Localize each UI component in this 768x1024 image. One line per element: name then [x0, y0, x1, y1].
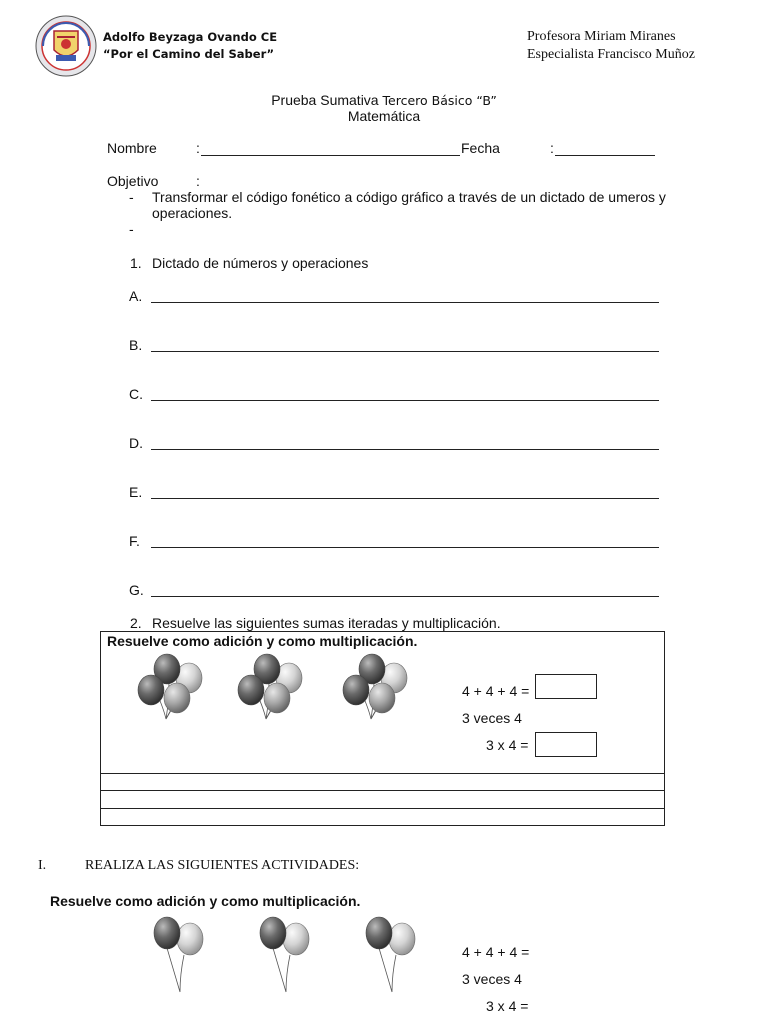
dictation-line-c[interactable] [151, 400, 659, 401]
dictation-label-d: D. [129, 435, 143, 451]
dictation-label-g: G. [129, 582, 144, 598]
dictation-line-d[interactable] [151, 449, 659, 450]
dictation-label-f: F. [129, 533, 140, 549]
multiplication-equation: 3 x 4 = [486, 737, 529, 753]
repeated-description: 3 veces 4 [462, 710, 522, 726]
balloon-bunch-icon [338, 651, 410, 728]
section2-number: 2. [130, 615, 142, 631]
date-input-line[interactable] [555, 155, 655, 156]
activities-subtitle: Resuelve como adición y como multiplicación. [50, 893, 361, 909]
section1-title: Dictado de números y operaciones [152, 255, 369, 271]
dictation-line-b[interactable] [151, 351, 659, 352]
subject-title: Matemática [347, 108, 421, 124]
roman-numeral: I. [38, 858, 47, 873]
answer-row[interactable] [100, 773, 665, 791]
specialist-name: Especialista Francisco Muñoz [527, 47, 695, 62]
dictation-line-a[interactable] [151, 302, 659, 303]
dictation-line-g[interactable] [151, 596, 659, 597]
balloon-pair-icon [254, 912, 316, 999]
answer-row[interactable] [100, 808, 665, 826]
school-name: Adolfo Beyzaga Ovando CE [103, 30, 278, 44]
activities-heading: REALIZA LAS SIGUIENTES ACTIVIDADES: [85, 858, 360, 873]
objective-text-line1: Transformar el código fonético a código gráfico a través de un dictado de umeros y [152, 189, 666, 205]
test-title-grade: Tercero Básico “B” [382, 93, 497, 108]
date-colon: : [550, 140, 554, 156]
objective-label: Objetivo [107, 173, 159, 189]
activity-repeated-description: 3 veces 4 [462, 971, 522, 987]
name-colon: : [196, 140, 200, 156]
activity-addition-equation: 4 + 4 + 4 = [462, 944, 530, 960]
school-crest-icon [35, 15, 97, 77]
balloon-pair-icon [360, 912, 422, 999]
addition-equation: 4 + 4 + 4 = [462, 683, 530, 699]
school-motto: “Por el Camino del Saber” [103, 47, 275, 61]
activity-multiplication-equation: 3 x 4 = [486, 998, 529, 1014]
date-label: Fecha [461, 140, 500, 156]
exercise-box-title: Resuelve como adición y como multiplicación. [107, 633, 418, 649]
section2-title: Resuelve las siguientes sumas iteradas y multiplicación. [152, 615, 501, 631]
test-title-main: Prueba Sumativa [271, 92, 379, 108]
multiplication-answer-box[interactable] [535, 732, 597, 757]
dictation-line-e[interactable] [151, 498, 659, 499]
teacher-name: Profesora Miriam Miranes [527, 29, 676, 44]
objective-bullet-empty: - [129, 221, 134, 237]
test-title [0, 92, 768, 109]
balloon-bunch-icon [133, 651, 205, 728]
section1-number: 1. [130, 255, 142, 271]
objective-text-line2: operaciones. [152, 205, 233, 221]
balloon-pair-icon [148, 912, 210, 999]
addition-answer-box[interactable] [535, 674, 597, 699]
answer-row[interactable] [100, 790, 665, 809]
dictation-label-a: A. [129, 288, 143, 304]
name-input-line[interactable] [201, 155, 460, 156]
dictation-label-c: C. [129, 386, 143, 402]
objective-bullet: - [129, 189, 134, 205]
name-label: Nombre [107, 140, 157, 156]
objective-colon: : [196, 173, 200, 189]
balloon-bunch-icon [233, 651, 305, 728]
dictation-label-e: E. [129, 484, 143, 500]
dictation-label-b: B. [129, 337, 143, 353]
dictation-line-f[interactable] [151, 547, 659, 548]
